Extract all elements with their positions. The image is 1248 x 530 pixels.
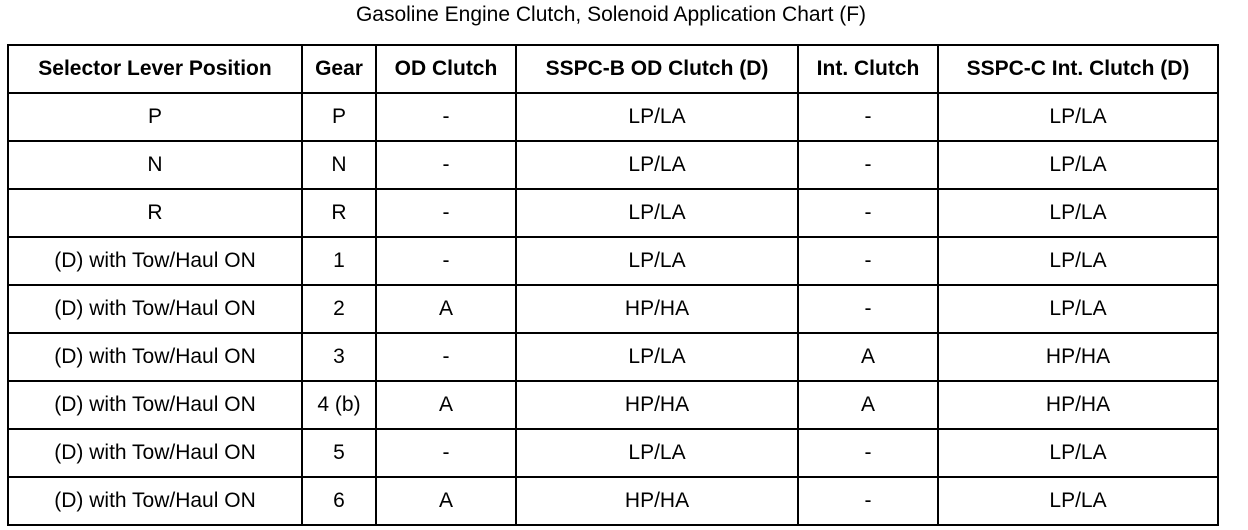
cell-sspc-b: LP/LA [516,141,798,189]
header-od-clutch: OD Clutch [376,45,516,93]
cell-selector-position: R [8,189,302,237]
cell-int-clutch: A [798,381,938,429]
cell-od-clutch: A [376,477,516,525]
cell-gear: 1 [302,237,376,285]
cell-int-clutch: - [798,477,938,525]
cell-od-clutch: - [376,93,516,141]
cell-sspc-b: HP/HA [516,285,798,333]
cell-gear: N [302,141,376,189]
header-sspc-b-od-clutch: SSPC-B OD Clutch (D) [516,45,798,93]
cell-sspc-b: LP/LA [516,237,798,285]
cell-sspc-b: LP/LA [516,333,798,381]
header-int-clutch: Int. Clutch [798,45,938,93]
cell-gear: 2 [302,285,376,333]
cell-sspc-c: LP/LA [938,237,1218,285]
cell-selector-position: N [8,141,302,189]
cell-sspc-b: LP/LA [516,93,798,141]
header-sspc-c-int-clutch: SSPC-C Int. Clutch (D) [938,45,1218,93]
cell-int-clutch: - [798,93,938,141]
cell-selector-position: (D) with Tow/Haul ON [8,333,302,381]
chart-title: Gasoline Engine Clutch, Solenoid Application Chart (F) [355,3,867,26]
cell-int-clutch: - [798,237,938,285]
cell-sspc-c: HP/HA [938,333,1218,381]
cell-selector-position: (D) with Tow/Haul ON [8,237,302,285]
cell-od-clutch: - [376,141,516,189]
cell-sspc-b: HP/HA [516,381,798,429]
cell-selector-position: (D) with Tow/Haul ON [8,285,302,333]
cell-od-clutch: - [376,429,516,477]
cell-int-clutch: - [798,285,938,333]
table-row [8,141,1218,189]
cell-gear: 4 (b) [302,381,376,429]
cell-sspc-b: LP/LA [516,189,798,237]
cell-selector-position: (D) with Tow/Haul ON [8,381,302,429]
table-row [8,237,1218,285]
table-row [8,333,1218,381]
application-chart-table [7,44,1219,526]
table-row [8,381,1218,429]
cell-int-clutch: - [798,429,938,477]
cell-sspc-b: LP/LA [516,429,798,477]
table-row [8,189,1218,237]
cell-gear: 5 [302,429,376,477]
cell-selector-position: (D) with Tow/Haul ON [8,477,302,525]
cell-sspc-c: LP/LA [938,429,1218,477]
header-selector-lever-position: Selector Lever Position [8,45,302,93]
header-row [8,45,1218,93]
cell-sspc-c: HP/HA [938,381,1218,429]
cell-sspc-c: LP/LA [938,189,1218,237]
cell-od-clutch: A [376,381,516,429]
cell-sspc-c: LP/LA [938,477,1218,525]
cell-od-clutch: - [376,189,516,237]
cell-selector-position: P [8,93,302,141]
cell-gear: P [302,93,376,141]
cell-sspc-c: LP/LA [938,141,1218,189]
cell-int-clutch: - [798,141,938,189]
cell-int-clutch: A [798,333,938,381]
cell-sspc-c: LP/LA [938,285,1218,333]
table-row [8,285,1218,333]
table-row [8,429,1218,477]
table-row [8,93,1218,141]
cell-int-clutch: - [798,189,938,237]
table-row [8,477,1218,525]
cell-od-clutch: - [376,333,516,381]
cell-selector-position: (D) with Tow/Haul ON [8,429,302,477]
cell-sspc-b: HP/HA [516,477,798,525]
cell-gear: 3 [302,333,376,381]
cell-gear: R [302,189,376,237]
header-gear: Gear [302,45,376,93]
cell-gear: 6 [302,477,376,525]
cell-od-clutch: A [376,285,516,333]
cell-sspc-c: LP/LA [938,93,1218,141]
cell-od-clutch: - [376,237,516,285]
